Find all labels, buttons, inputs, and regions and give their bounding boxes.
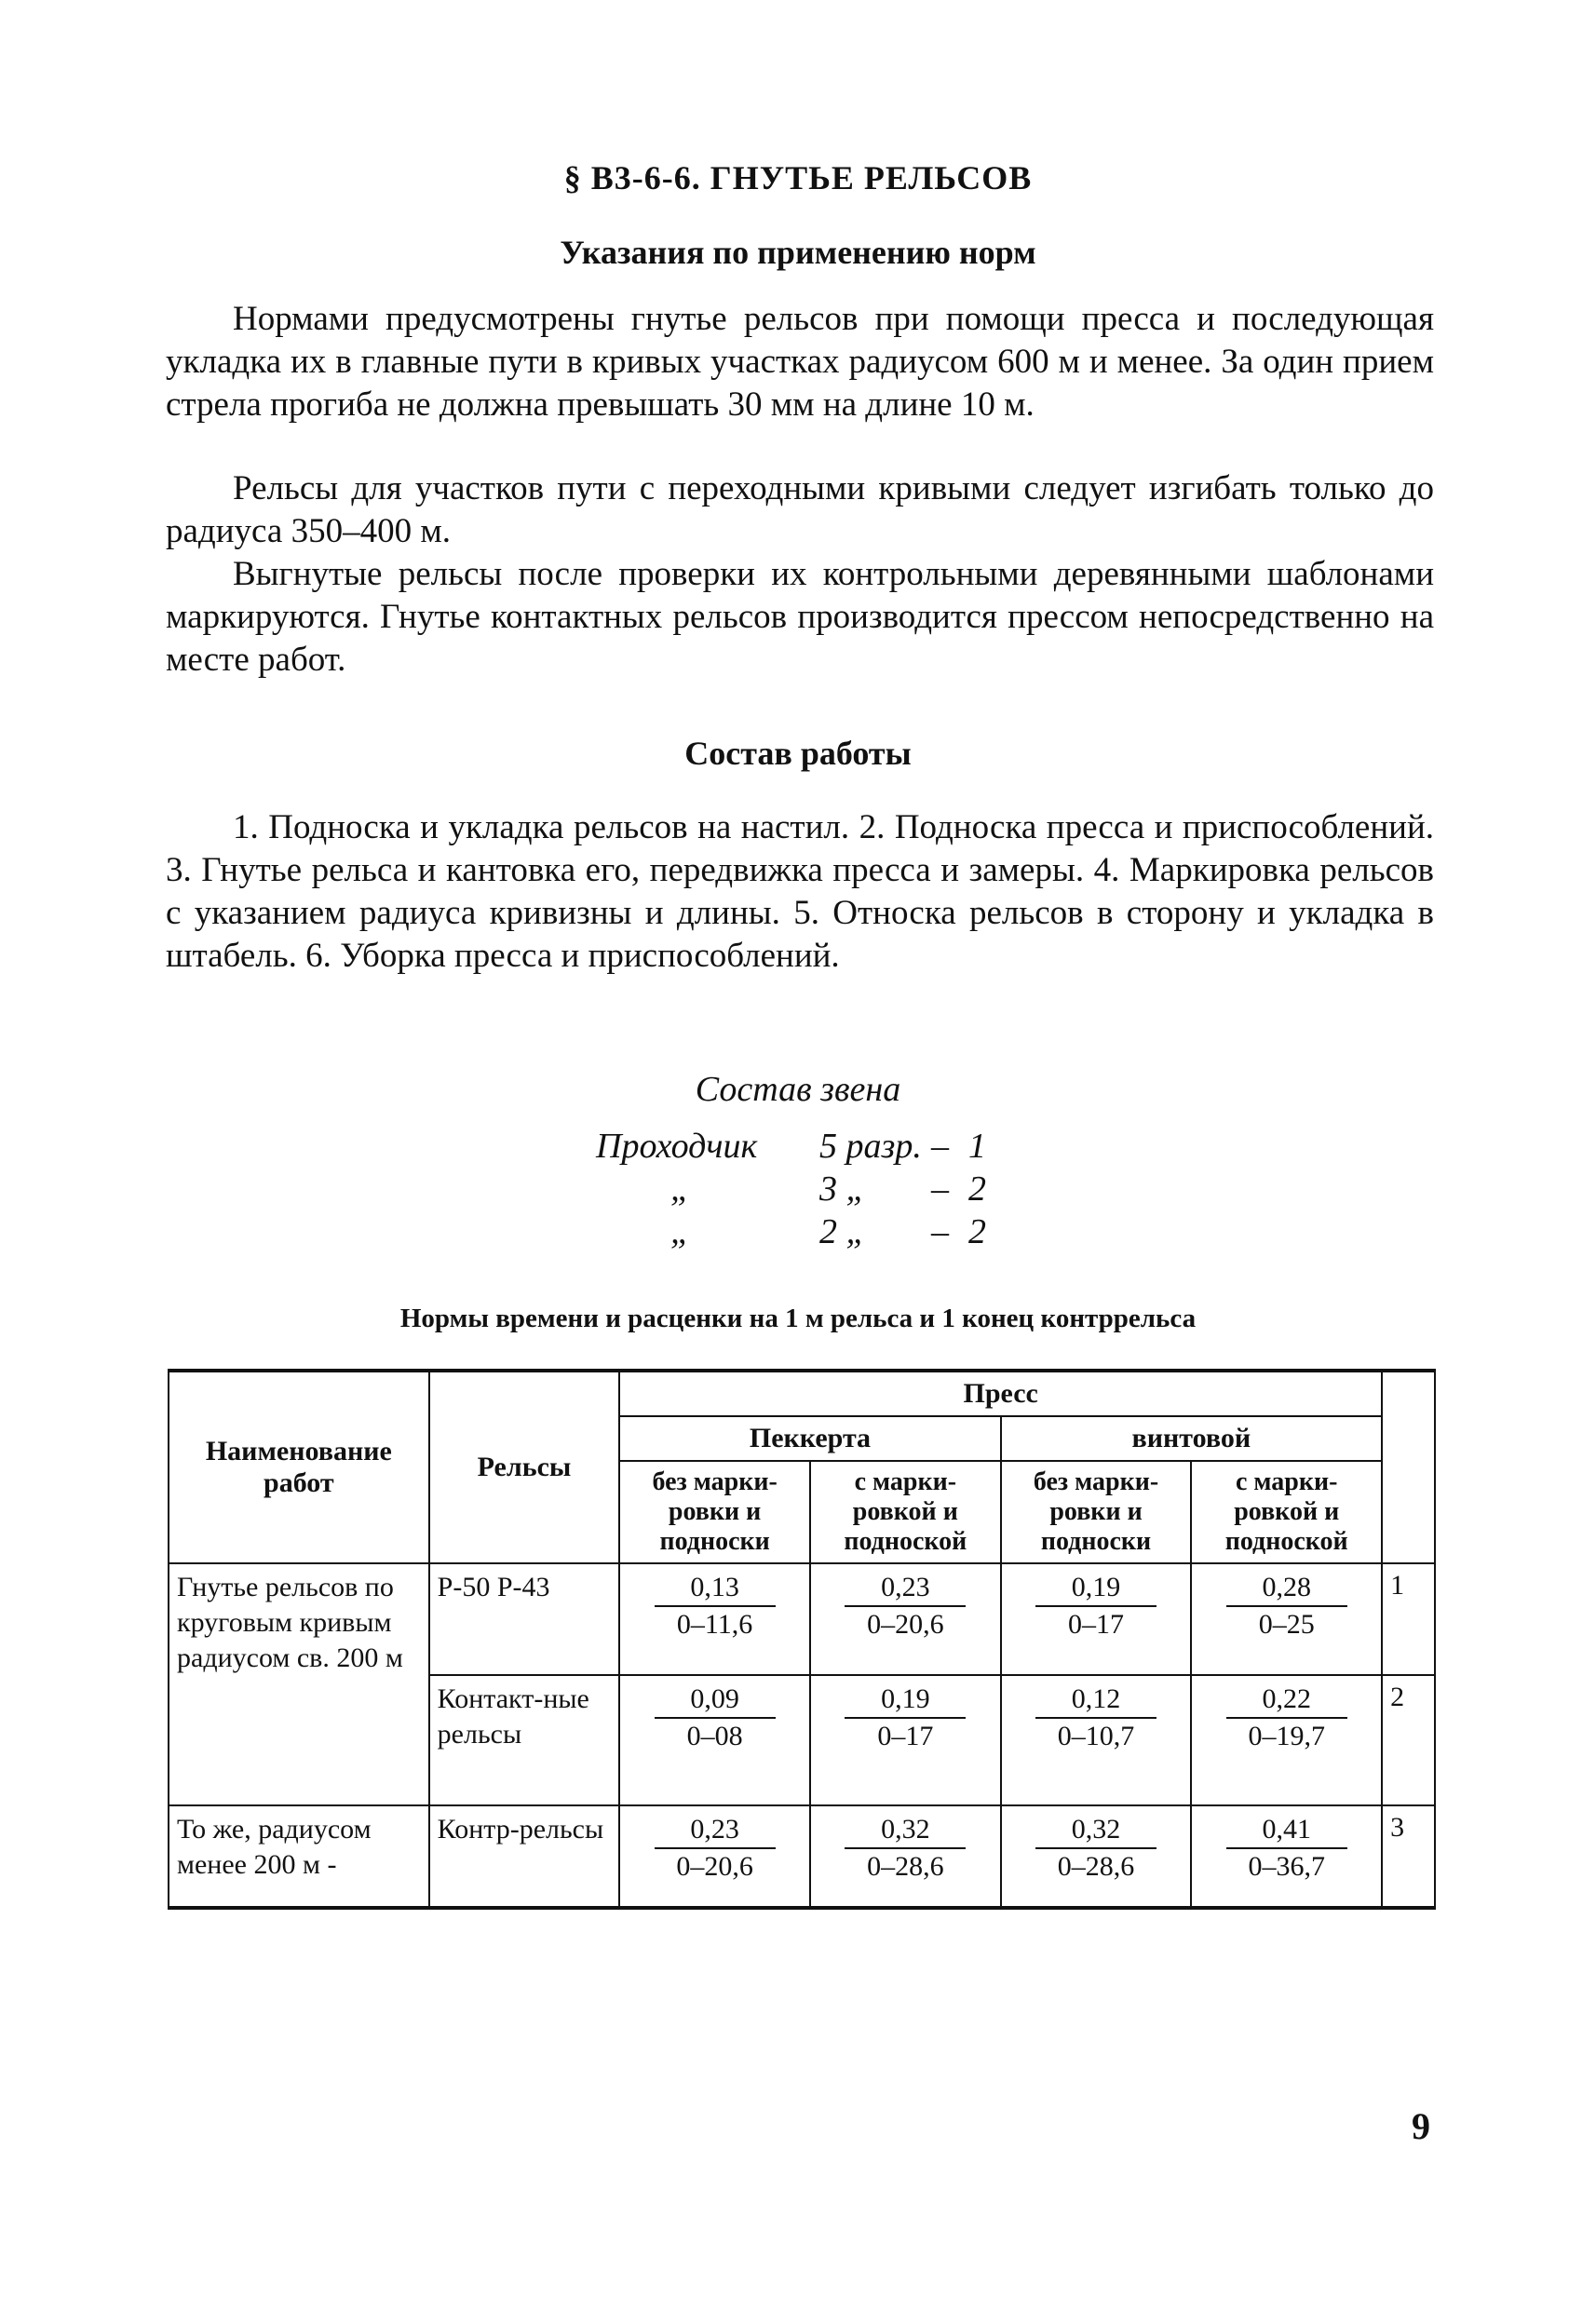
row-rails: Р-50 Р-43 — [429, 1563, 620, 1675]
rate: 0–20,6 — [676, 1851, 753, 1882]
time-norm: 0,32 — [845, 1812, 966, 1849]
row-number: 2 — [1382, 1675, 1435, 1805]
crew-dash: – — [931, 1127, 949, 1166]
paragraph-1: Нормами предусмотрены гнутье рельсов при помощи пресса и последующая укладка их в главные пути в кривых участках радиусом 600 м и менее. За один прием стрела прогиба не должна превышать 30 мм на длине 10 м. — [166, 300, 1434, 424]
norm-cell — [619, 1805, 810, 1908]
header-peckert: Пеккерта — [619, 1416, 1000, 1461]
norm-cell — [810, 1563, 1001, 1675]
time-norm: 0,28 — [1226, 1570, 1347, 1607]
rate: 0–36,7 — [1248, 1851, 1325, 1882]
table-row — [169, 1563, 1435, 1675]
norms-table — [168, 1369, 1436, 1910]
rate: 0–11,6 — [676, 1609, 753, 1640]
header-sub-3: без марки-ровки и подноски — [1001, 1461, 1192, 1563]
norm-cell — [619, 1675, 810, 1805]
section-heading: § В3-6-6. ГНУТЬЕ РЕЛЬСОВ — [563, 159, 1033, 196]
rate: 0–10,7 — [1057, 1721, 1135, 1751]
time-norm: 0,23 — [845, 1570, 966, 1607]
crew-count: 2 — [968, 1212, 986, 1251]
header-press: Пресс — [619, 1371, 1382, 1416]
table-caption: Нормы времени и расценки на 1 м рельса и 1 конец контррельса — [399, 1304, 1197, 1333]
row-number: 1 — [1382, 1563, 1435, 1675]
crew-count: 2 — [968, 1169, 986, 1209]
norm-cell — [1001, 1563, 1192, 1675]
rate: 0–28,6 — [867, 1851, 944, 1882]
norm-cell — [619, 1563, 810, 1675]
time-norm: 0,09 — [655, 1682, 776, 1719]
time-norm: 0,12 — [1035, 1682, 1156, 1719]
table-row — [169, 1805, 1435, 1908]
norm-cell — [810, 1805, 1001, 1908]
norm-cell — [1001, 1675, 1192, 1805]
header-rails: Рельсы — [429, 1371, 620, 1563]
paragraph-3: Выгнутые рельсы после проверки их контрольными деревянными шаблонами маркируются. Гнутье контактных рельсов производится прессом непосредственно на месте работ. — [166, 555, 1434, 679]
time-norm: 0,23 — [655, 1812, 776, 1849]
rate: 0–08 — [686, 1721, 743, 1751]
header-sub-4: с марки-ровкой и подноской — [1191, 1461, 1382, 1563]
header-sub-1: без марки-ровки и подноски — [619, 1461, 810, 1563]
rate: 0–17 — [877, 1721, 934, 1751]
page-number: 9 — [1412, 2105, 1430, 2147]
crew-role: Проходчик — [596, 1127, 758, 1166]
row-rails: Контр-рельсы — [429, 1805, 620, 1908]
time-norm: 0,19 — [845, 1682, 966, 1719]
norm-cell — [810, 1675, 1001, 1805]
time-norm: 0,32 — [1035, 1812, 1156, 1849]
rate: 0–17 — [1068, 1609, 1125, 1640]
application-notes-heading: Указания по применению норм — [560, 234, 1036, 271]
rate: 0–25 — [1258, 1609, 1315, 1640]
row-rails: Контакт-ные рельсы — [429, 1675, 620, 1805]
rate: 0–28,6 — [1057, 1851, 1135, 1882]
crew-grade: 3 „ — [819, 1169, 866, 1209]
crew-grade: 2 „ — [819, 1212, 866, 1251]
work-section-heading: Состав работы — [684, 735, 912, 772]
header-row-number-blank — [1382, 1371, 1435, 1563]
norm-cell — [1191, 1675, 1382, 1805]
time-norm: 0,41 — [1226, 1812, 1347, 1849]
time-norm: 0,19 — [1035, 1570, 1156, 1607]
time-norm: 0,13 — [655, 1570, 776, 1607]
paragraph-2: Рельсы для участков пути с переходными кривыми следует изгибать только до радиуса 350–400 м. — [166, 469, 1434, 550]
crew-title: Состав звена — [695, 1070, 901, 1109]
norm-cell — [1001, 1805, 1192, 1908]
row-work-name: То же, радиусом менее 200 м - — [169, 1805, 429, 1908]
crew-count: 1 — [968, 1127, 986, 1166]
row-work-name: Гнутье рельсов по круговым кривым радиусом св. 200 м — [169, 1563, 429, 1805]
rate: 0–20,6 — [867, 1609, 944, 1640]
header-work-name: Наименование работ — [169, 1371, 429, 1563]
crew-dash: – — [931, 1169, 949, 1209]
work-composition-text: 1. Подноска и укладка рельсов на настил. 2. Подноска пресса и приспособлений. 3. Гнутье рельса и кантовка его, передвижка пресса и замеры. 4. Маркировка рельсов с указанием радиуса кривизны и длины. 5. Относка рельсов в сторону и укладка в штабель. 6. Уборка пресса и приспособлений. — [166, 808, 1434, 975]
time-norm: 0,22 — [1226, 1682, 1347, 1719]
norm-cell — [1191, 1563, 1382, 1675]
crew-grade: 5 разр. — [819, 1127, 922, 1166]
crew-role: „ — [670, 1169, 691, 1209]
row-number: 3 — [1382, 1805, 1435, 1908]
rate: 0–19,7 — [1248, 1721, 1325, 1751]
crew-role: „ — [670, 1212, 691, 1251]
header-sub-2: с марки-ровкой и подноской — [810, 1461, 1001, 1563]
crew-dash: – — [931, 1212, 949, 1251]
norm-cell — [1191, 1805, 1382, 1908]
header-screw: винтовой — [1001, 1416, 1382, 1461]
